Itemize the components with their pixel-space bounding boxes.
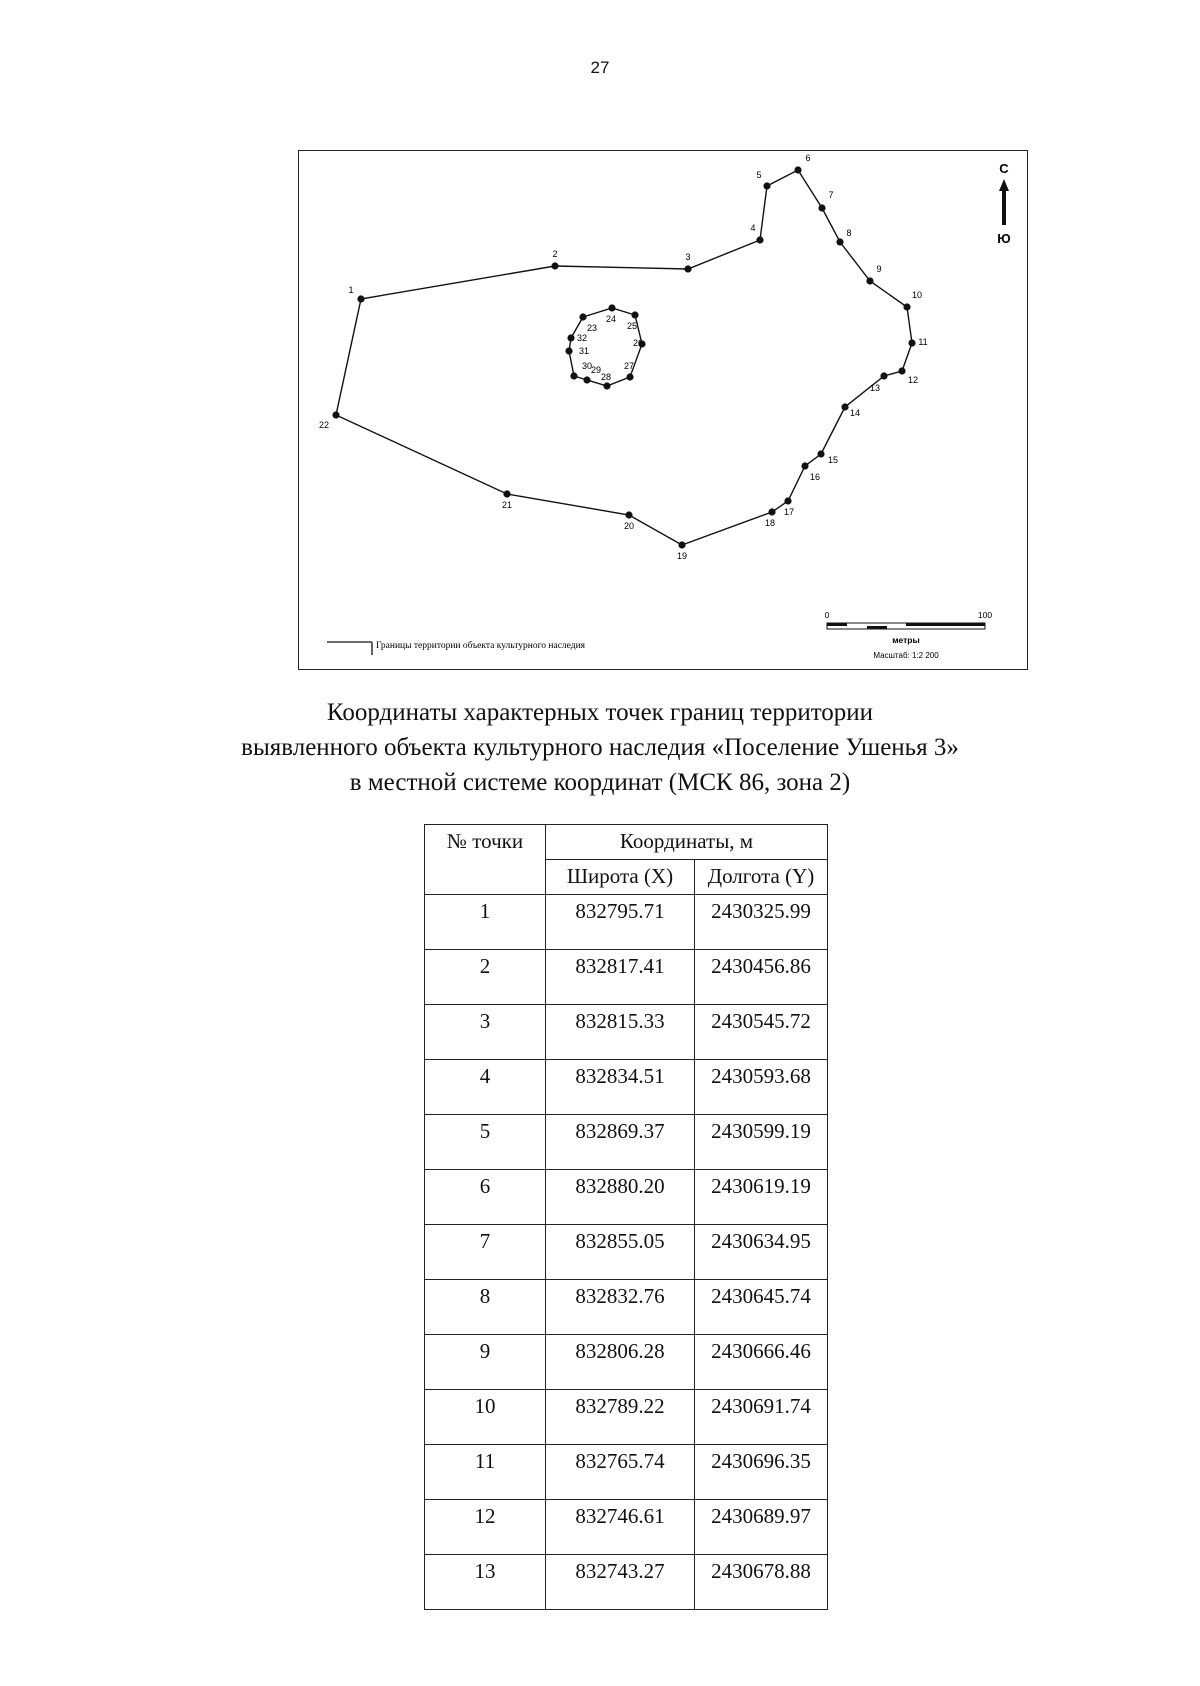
boundary-point-marker xyxy=(801,462,808,469)
boundary-point-marker xyxy=(567,334,574,341)
boundary-point-label: 26 xyxy=(632,338,644,348)
table-row xyxy=(425,1500,828,1555)
boundary-point-label: 30 xyxy=(581,361,593,371)
cell-latitude-x: 832789.22 xyxy=(546,1390,695,1445)
cell-point-number: 6 xyxy=(425,1170,546,1225)
cell-longitude-y: 2430634.95 xyxy=(695,1225,828,1280)
boundary-point-label: 4 xyxy=(750,223,756,233)
boundary-point-marker xyxy=(551,262,558,269)
boundary-point-label: 6 xyxy=(805,153,811,163)
boundary-point-marker xyxy=(794,166,801,173)
cell-latitude-x: 832815.33 xyxy=(546,1005,695,1060)
cell-latitude-x: 832834.51 xyxy=(546,1060,695,1115)
boundary-point-label: 22 xyxy=(318,420,330,430)
cell-point-number: 7 xyxy=(425,1225,546,1280)
boundary-point-marker xyxy=(625,511,632,518)
table-row xyxy=(425,1445,828,1500)
scale-bar-segment xyxy=(827,623,847,626)
north-label: С xyxy=(999,161,1009,176)
boundary-point-label: 16 xyxy=(809,472,821,482)
table-row xyxy=(425,1115,828,1170)
boundary-point-marker xyxy=(678,541,685,548)
boundary-point-marker xyxy=(817,450,824,457)
boundary-point-label: 23 xyxy=(586,323,598,333)
heading-line-2: выявленного объекта культурного наследия «Поселение Ушенья 3» xyxy=(241,734,959,761)
cell-point-number: 12 xyxy=(425,1500,546,1555)
boundary-point-marker xyxy=(818,204,825,211)
header-point-number: № точки xyxy=(425,825,546,895)
boundary-point-label: 2 xyxy=(552,249,558,259)
scale-unit-label: метры xyxy=(892,635,920,645)
table-row xyxy=(425,895,828,950)
boundary-point-label: 13 xyxy=(869,383,881,393)
cell-latitude-x: 832746.61 xyxy=(546,1500,695,1555)
scale-ratio-label: Масштаб: 1:2 200 xyxy=(873,651,939,660)
boundary-point-marker xyxy=(866,277,873,284)
boundary-point-label: 17 xyxy=(783,507,795,517)
header-longitude-y: Долгота (Y) xyxy=(695,860,828,895)
heading-line-3: в местной системе координат (МСК 86, зона 2) xyxy=(349,769,851,796)
boundary-point-marker xyxy=(763,182,770,189)
cell-point-number: 8 xyxy=(425,1280,546,1335)
boundary-point-marker xyxy=(903,303,910,310)
page-number: 27 xyxy=(590,58,610,77)
cell-latitude-x: 832832.76 xyxy=(546,1280,695,1335)
header-coordinates: Координаты, м xyxy=(546,825,828,860)
boundary-point-label: 20 xyxy=(623,521,635,531)
boundary-point-label: 29 xyxy=(590,365,602,375)
boundary-point-label: 18 xyxy=(764,518,776,528)
scale-end: 100 xyxy=(977,610,993,620)
cell-latitude-x: 832765.74 xyxy=(546,1445,695,1500)
cell-longitude-y: 2430689.97 xyxy=(695,1500,828,1555)
boundary-point-marker xyxy=(332,411,339,418)
cell-latitude-x: 832869.37 xyxy=(546,1115,695,1170)
boundary-point-marker xyxy=(570,372,577,379)
cell-longitude-y: 2430593.68 xyxy=(695,1060,828,1115)
boundary-point-marker xyxy=(898,367,905,374)
boundary-point-label: 11 xyxy=(918,337,928,347)
inner-boundary xyxy=(565,304,645,389)
boundary-point-label: 19 xyxy=(676,551,688,561)
boundary-line xyxy=(336,170,912,545)
cell-longitude-y: 2430619.19 xyxy=(695,1170,828,1225)
boundary-point-marker xyxy=(579,313,586,320)
cell-point-number: 13 xyxy=(425,1555,546,1610)
coordinates-table-body xyxy=(425,895,828,1610)
boundary-point-marker xyxy=(608,304,615,311)
cell-point-number: 1 xyxy=(425,895,546,950)
cell-latitude-x: 832817.41 xyxy=(546,950,695,1005)
cell-point-number: 2 xyxy=(425,950,546,1005)
boundary-point-marker xyxy=(631,311,638,318)
boundary-point-marker xyxy=(603,382,610,389)
cell-latitude-x: 832795.71 xyxy=(546,895,695,950)
boundary-point-marker xyxy=(357,295,364,302)
table-row xyxy=(425,1005,828,1060)
cell-longitude-y: 2430691.74 xyxy=(695,1390,828,1445)
boundary-point-marker xyxy=(503,490,510,497)
boundary-point-label: 28 xyxy=(600,372,612,382)
legend-label: Границы территории объекта культурного наследия xyxy=(376,641,586,651)
cell-point-number: 11 xyxy=(425,1445,546,1500)
cell-latitude-x: 832806.28 xyxy=(546,1335,695,1390)
cell-latitude-x: 832855.05 xyxy=(546,1225,695,1280)
cell-longitude-y: 2430666.46 xyxy=(695,1335,828,1390)
boundary-point-marker xyxy=(626,373,633,380)
boundary-point-label: 3 xyxy=(685,252,691,262)
boundary-point-marker xyxy=(836,238,843,245)
cell-point-number: 10 xyxy=(425,1390,546,1445)
boundary-point-label: 7 xyxy=(828,190,834,200)
boundary-point-label: 31 xyxy=(578,346,590,356)
cell-point-number: 9 xyxy=(425,1335,546,1390)
south-label: Ю xyxy=(997,231,1011,246)
table-row xyxy=(425,1170,828,1225)
boundary-point-label: 5 xyxy=(756,170,762,180)
cell-longitude-y: 2430456.86 xyxy=(695,950,828,1005)
table-heading xyxy=(150,695,1050,800)
cell-longitude-y: 2430325.99 xyxy=(695,895,828,950)
cell-longitude-y: 2430599.19 xyxy=(695,1115,828,1170)
cell-latitude-x: 832880.20 xyxy=(546,1170,695,1225)
cell-longitude-y: 2430696.35 xyxy=(695,1445,828,1500)
boundary-point-marker xyxy=(768,508,775,515)
boundary-point-marker xyxy=(756,236,763,243)
cell-longitude-y: 2430545.72 xyxy=(695,1005,828,1060)
cell-point-number: 4 xyxy=(425,1060,546,1115)
boundary-point-label: 1 xyxy=(348,285,354,295)
table-row xyxy=(425,1555,828,1610)
boundary-point-label: 25 xyxy=(626,321,638,331)
site-boundary-map xyxy=(298,150,1028,670)
table-row xyxy=(425,1390,828,1445)
scale-bar-segment xyxy=(867,626,887,629)
outer-boundary xyxy=(319,153,928,561)
header-latitude-x: Широта (X) xyxy=(546,860,695,895)
boundary-point-marker xyxy=(583,376,590,383)
boundary-point-marker xyxy=(684,265,691,272)
boundary-point-label: 12 xyxy=(907,375,919,385)
boundary-point-marker xyxy=(908,339,915,346)
boundary-point-label: 8 xyxy=(846,228,852,238)
cell-longitude-y: 2430645.74 xyxy=(695,1280,828,1335)
map-drawing xyxy=(299,151,1026,668)
scale-start: 0 xyxy=(824,610,830,620)
table-row xyxy=(425,1060,828,1115)
boundary-point-marker xyxy=(565,347,572,354)
boundary-point-label: 10 xyxy=(911,290,923,300)
table-row xyxy=(425,1225,828,1280)
boundary-point-label: 15 xyxy=(827,455,839,465)
cell-point-number: 5 xyxy=(425,1115,546,1170)
coordinates-table xyxy=(424,824,828,1610)
boundary-point-label: 21 xyxy=(501,500,513,510)
boundary-point-label: 9 xyxy=(876,264,882,274)
boundary-point-marker xyxy=(880,372,887,379)
cell-point-number: 3 xyxy=(425,1005,546,1060)
boundary-point-marker xyxy=(784,497,791,504)
cell-longitude-y: 2430678.88 xyxy=(695,1555,828,1610)
boundary-point-label: 14 xyxy=(849,408,861,418)
heading-line-1: Координаты характерных точек границ территории xyxy=(326,699,874,726)
cell-latitude-x: 832743.27 xyxy=(546,1555,695,1610)
boundary-point-label: 24 xyxy=(605,314,617,324)
boundary-point-label: 27 xyxy=(623,361,635,371)
boundary-point-label: 32 xyxy=(576,333,588,343)
table-row xyxy=(425,950,828,1005)
scale-bar-segment xyxy=(906,623,985,626)
boundary-point-marker xyxy=(841,403,848,410)
table-row xyxy=(425,1335,828,1390)
table-row xyxy=(425,1280,828,1335)
